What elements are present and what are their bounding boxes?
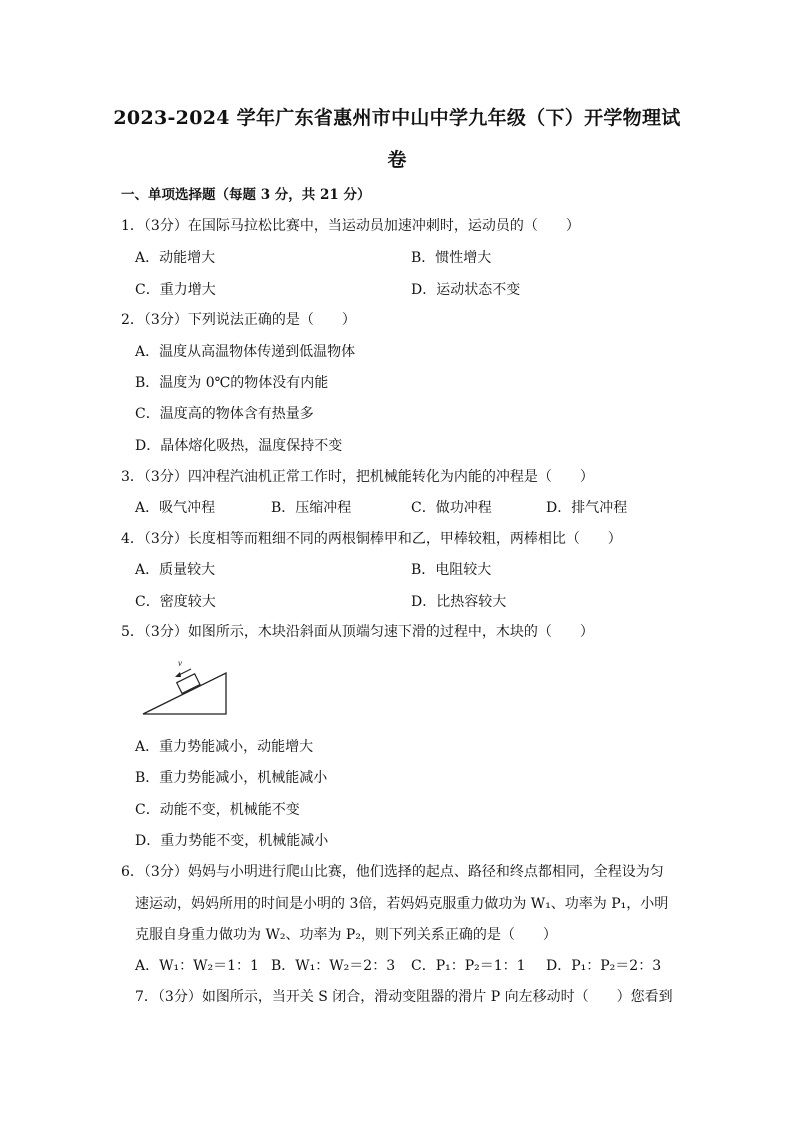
question-2-option-d: D．晶体熔化吸热，温度保持不变 — [135, 438, 343, 454]
question-3-option-d: D．排气冲程 — [546, 500, 628, 516]
question-6-option-a: A．W₁：W₂＝1：1 — [135, 958, 259, 974]
question-3-option-b: B．压缩冲程 — [271, 500, 352, 516]
question-6-stem-line1: 6．（3分）妈妈与小明进行爬山比赛，他们选择的起点、路径和终点都相同，全程设为匀 — [121, 864, 664, 880]
question-5-option-c: C．动能不变，机械能不变 — [135, 802, 300, 818]
question-6-stem-line3: 克服自身重力做功为 W₂、功率为 P₂，则下列关系正确的是（ ） — [135, 927, 557, 943]
question-5-option-a: A．重力势能减小，动能增大 — [135, 739, 314, 755]
question-2-stem: 2．（3分）下列说法正确的是（ ） — [121, 312, 356, 328]
question-1-option-b: B．惯性增大 — [411, 250, 492, 266]
incline-block-figure — [141, 657, 229, 717]
question-1-option-a: A．动能增大 — [135, 250, 216, 266]
question-5-option-b: B．重力势能减小，机械能减小 — [135, 770, 328, 786]
question-3-stem: 3．（3分）四冲程汽油机正常工作时，把机械能转化为内能的冲程是（ ） — [121, 469, 594, 485]
question-5-option-d: D．重力势能不变，机械能减小 — [135, 833, 329, 849]
question-4-option-d: D．比热容较大 — [411, 594, 507, 610]
question-3-option-a: A．吸气冲程 — [135, 500, 216, 516]
section-heading: 一、单项选择题（每题 3 分，共 21 分） — [121, 187, 371, 203]
question-2-option-c: C．温度高的物体含有热量多 — [135, 406, 314, 422]
question-3-option-c: C．做功冲程 — [411, 500, 492, 516]
velocity-arrowhead — [175, 672, 181, 677]
question-4-option-b: B．电阻较大 — [411, 562, 492, 578]
question-1-option-d: D．运动状态不变 — [411, 282, 521, 298]
question-2-option-a: A．温度从高温物体传递到低温物体 — [135, 344, 356, 360]
question-6-option-c: C．P₁：P₂＝1：1 — [411, 958, 526, 974]
exam-title-line2: 卷 — [387, 149, 407, 171]
exam-title-line1: 2023-2024 学年广东省惠州市中山中学九年级（下）开学物理试 — [113, 107, 681, 129]
question-7-stem: 7．（3分）如图所示，当开关 S 闭合，滑动变阻器的滑片 P 向左移动时（ ）您看到 — [135, 989, 673, 1005]
question-5-stem: 5．（3分）如图所示，木块沿斜面从顶端匀速下滑的过程中，木块的（ ） — [121, 624, 594, 640]
question-6-option-d: D．P₁：P₂＝2：3 — [546, 958, 662, 974]
question-2-option-b: B．温度为 0℃的物体没有内能 — [135, 375, 329, 391]
question-4-option-a: A．质量较大 — [135, 562, 216, 578]
question-6-stem-line2: 速运动，妈妈所用的时间是小明的 3倍，若妈妈克服重力做功为 W₁、功率为 P₁，小明 — [135, 896, 669, 912]
question-6-option-b: B．W₁：W₂＝2：3 — [271, 958, 396, 974]
question-4-stem: 4．（3分）长度相等而粗细不同的两根铜棒甲和乙，甲棒较粗，两棒相比（ ） — [121, 531, 622, 547]
question-4-option-c: C．密度较大 — [135, 594, 216, 610]
question-1-stem: 1．（3分）在国际马拉松比赛中，当运动员加速冲刺时，运动员的（ ） — [121, 218, 580, 234]
question-1-option-c: C．重力增大 — [135, 282, 216, 298]
velocity-label: v — [178, 658, 182, 668]
